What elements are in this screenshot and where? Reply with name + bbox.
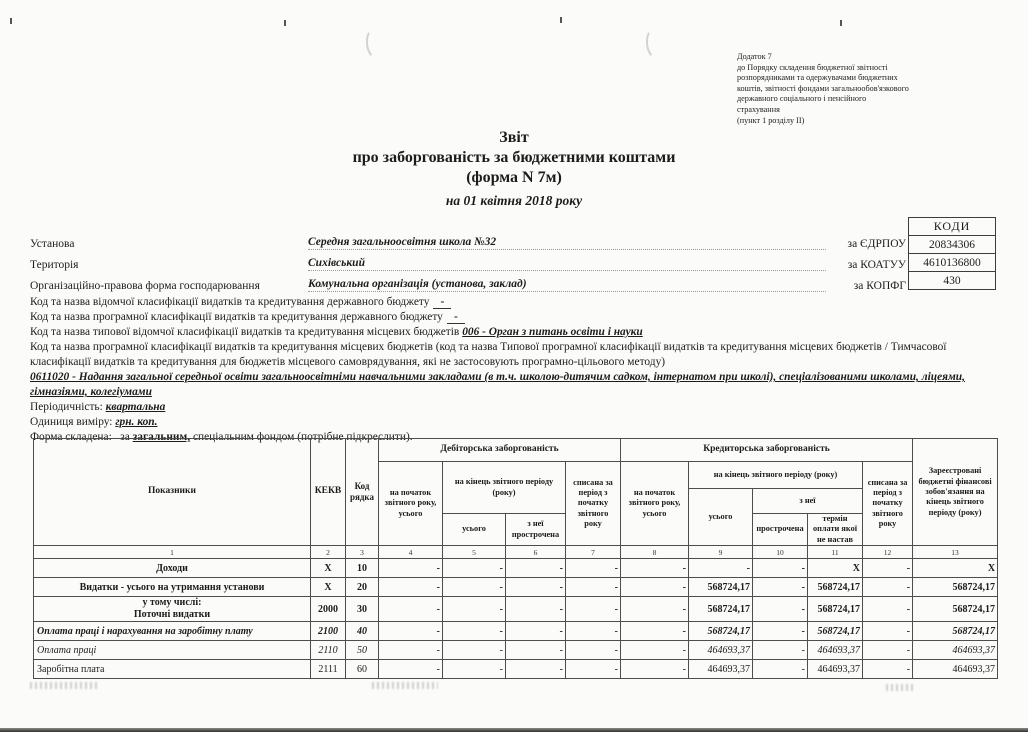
row-value-cell: - xyxy=(621,559,689,578)
classif-line-4: Код та назва програмної класифікації видатків та кредитування місцевих бюджетів (код та назва Типової програмної класифікації видатків та кредитування місцевих бюджетів / Тимчасової класифікації видатків та кредитування для бюджетів місцевого самоврядування, які не застосовують програмно-цільового методу) xyxy=(30,341,947,368)
classification-block xyxy=(30,295,1003,445)
row-value-cell: - xyxy=(506,622,566,641)
ustanova-value-line xyxy=(308,236,826,250)
appendix-line: розпорядниками та одержувачами бюджетних xyxy=(737,73,898,83)
th-debit-written-off: списана за період з початку звітного року xyxy=(566,462,621,546)
row-value-cell: - xyxy=(621,660,689,679)
scan-artifact xyxy=(560,17,562,23)
appendix-line: до Порядку складення бюджетної звітності xyxy=(737,62,888,72)
row-value-cell: 568724,17 xyxy=(808,622,863,641)
th-kekv: КЕКВ xyxy=(311,439,346,546)
row-value-cell: - xyxy=(506,578,566,597)
report-title-block xyxy=(0,128,1028,209)
row-value-cell: - xyxy=(863,578,913,597)
classif-line-1 xyxy=(30,295,1003,310)
classif-line-2 xyxy=(30,310,1003,325)
program-code-value: 0611020 - Надання загальної середньої освіти загальноосвітніми навчальними закладами (в т.ч. школою-дитячим садком, інтернатом при школі), спеціалізованими школами, ліцеями, гімназіями, колегіумами xyxy=(30,371,965,398)
row-value-cell: - xyxy=(566,597,621,622)
appendix-line: Додаток 7 xyxy=(737,52,772,61)
row-value-cell: 464693,37 xyxy=(808,641,863,660)
th-credit-group: Кредиторська заборгованість xyxy=(621,439,913,462)
classif-line-4-value xyxy=(30,370,1003,400)
column-number: 3 xyxy=(346,546,379,559)
row-value-cell: - xyxy=(566,641,621,660)
row-kekv: 2110 xyxy=(311,641,346,660)
info-row-ustanova xyxy=(30,232,906,250)
column-number: 12 xyxy=(863,546,913,559)
row-value-cell: - xyxy=(566,622,621,641)
row-code: 50 xyxy=(346,641,379,660)
column-number: 1 xyxy=(34,546,311,559)
row-value-cell: 568724,17 xyxy=(913,597,998,622)
row-value-cell: 568724,17 xyxy=(689,578,753,597)
th-credit-of-it: з неї xyxy=(753,489,863,514)
column-number: 4 xyxy=(379,546,443,559)
row-value-cell: 568724,17 xyxy=(913,578,998,597)
row-value-cell: - xyxy=(621,641,689,660)
info-row-terytoria xyxy=(30,253,906,271)
ustanova-label: Установа xyxy=(30,238,75,250)
row-value-cell: - xyxy=(753,641,808,660)
row-code: 60 xyxy=(346,660,379,679)
th-debit-overdue: з неї прострочена xyxy=(506,514,566,546)
row-value-cell: 568724,17 xyxy=(913,622,998,641)
row-value-cell: - xyxy=(863,622,913,641)
row-value-cell: 568724,17 xyxy=(808,578,863,597)
th-credit-on-end: на кінець звітного періоду (року) xyxy=(689,462,863,489)
row-value-cell: 568724,17 xyxy=(808,597,863,622)
row-value-cell: - xyxy=(443,559,506,578)
th-credit-total: усього xyxy=(689,489,753,546)
row-value-cell: - xyxy=(566,660,621,679)
row-kekv: 2000 xyxy=(311,597,346,622)
column-number: 2 xyxy=(311,546,346,559)
row-value-cell: - xyxy=(443,622,506,641)
report-title: Звіт xyxy=(499,129,529,146)
column-number: 11 xyxy=(808,546,863,559)
row-indicator-name: Заробітна плата xyxy=(34,660,311,679)
row-value-cell: - xyxy=(506,641,566,660)
orgform-label: Організаційно-правова форма господарювання xyxy=(30,280,260,292)
periodicity-value: квартальна xyxy=(105,401,166,413)
table-row xyxy=(34,578,998,597)
th-pokaznyky: Показники xyxy=(34,439,311,546)
row-value-cell: - xyxy=(443,597,506,622)
row-value-cell: 464693,37 xyxy=(808,660,863,679)
appendix-note xyxy=(737,52,1005,126)
row-value-cell: 568724,17 xyxy=(689,597,753,622)
th-registered: Зареєстровані бюджетні фінансові зобов'язання на кінець звітного періоду (року) xyxy=(913,439,998,546)
row-value-cell: 464693,37 xyxy=(913,660,998,679)
edrpou-label: за ЄДРПОУ xyxy=(847,238,906,250)
column-number: 13 xyxy=(913,546,998,559)
row-value-cell: - xyxy=(689,559,753,578)
row-value-cell: - xyxy=(506,660,566,679)
column-number: 8 xyxy=(621,546,689,559)
classif-line-3-value: 006 - Орган з питань освіти і науки xyxy=(462,326,643,338)
row-value-cell: 464693,37 xyxy=(913,641,998,660)
th-debit-on-end: на кінець звітного періоду (року) xyxy=(443,462,566,514)
row-value-cell: - xyxy=(443,641,506,660)
scan-edge-shadow xyxy=(0,728,1028,732)
table-row xyxy=(34,641,998,660)
row-value-cell: - xyxy=(753,578,808,597)
row-value-cell: X xyxy=(913,559,998,578)
appendix-line: страхування xyxy=(737,104,780,114)
orgform-value-line xyxy=(308,278,826,292)
row-value-cell: - xyxy=(379,641,443,660)
row-code: 10 xyxy=(346,559,379,578)
form-prefix: за xyxy=(120,431,130,443)
scan-artifact xyxy=(840,20,842,26)
info-row-orgform xyxy=(30,274,906,292)
row-code: 40 xyxy=(346,622,379,641)
row-value-cell: - xyxy=(863,597,913,622)
scan-artifact xyxy=(372,682,438,689)
row-value-cell: - xyxy=(379,660,443,679)
row-indicator-name: у тому числі: Поточні видатки xyxy=(34,597,311,622)
row-value-cell: - xyxy=(506,559,566,578)
row-value-cell: 568724,17 xyxy=(689,622,753,641)
row-value-cell: - xyxy=(506,597,566,622)
periodicity-line xyxy=(30,400,1003,415)
row-indicator-name: Доходи xyxy=(34,559,311,578)
periodicity-label: Періодичність: xyxy=(30,401,103,413)
terytoria-label: Територія xyxy=(30,259,79,271)
row-value-cell: - xyxy=(753,622,808,641)
form-label: Форма складена: xyxy=(30,431,112,443)
column-number: 9 xyxy=(689,546,753,559)
codes-box xyxy=(908,217,996,290)
form-number: (форма N 7м) xyxy=(466,169,562,186)
row-value-cell: - xyxy=(443,660,506,679)
scan-artifact xyxy=(284,20,286,26)
codes-header: КОДИ xyxy=(909,218,996,236)
row-value-cell: - xyxy=(753,660,808,679)
kopfg-label: за КОПФГ xyxy=(853,280,906,292)
row-value-cell: - xyxy=(753,597,808,622)
th-debit-on-start: на початок звітного року, усього xyxy=(379,462,443,546)
koatuu-code: 4610136800 xyxy=(909,254,996,272)
row-code: 20 xyxy=(346,578,379,597)
row-value-cell: - xyxy=(621,622,689,641)
orgform-value: Комунальна організація (установа, заклад) xyxy=(308,278,527,290)
row-value-cell: - xyxy=(379,597,443,622)
row-value-cell: - xyxy=(566,559,621,578)
form-underlined-value: загальним, xyxy=(132,431,191,443)
classif-line-2-text: Код та назва програмної класифікації видатків та кредитування державного бюджету xyxy=(30,311,443,323)
column-number: 10 xyxy=(753,546,808,559)
classif-line-2-value: - xyxy=(447,312,465,324)
row-kekv: 2100 xyxy=(311,622,346,641)
scan-artifact xyxy=(30,682,98,689)
row-kekv: X xyxy=(311,559,346,578)
classif-line-1-value: - xyxy=(433,297,451,309)
row-value-cell: - xyxy=(621,597,689,622)
th-credit-overdue: прострочена xyxy=(753,514,808,546)
unit-value: грн. коп. xyxy=(115,416,158,428)
row-kekv: X xyxy=(311,578,346,597)
table-row xyxy=(34,597,998,622)
row-value-cell: 464693,37 xyxy=(689,641,753,660)
row-value-cell: - xyxy=(443,578,506,597)
kopfg-code: 430 xyxy=(909,272,996,290)
appendix-line: (пункт 1 розділу ІІ) xyxy=(737,115,805,125)
scan-artifact xyxy=(886,684,916,691)
row-value-cell: - xyxy=(753,559,808,578)
table-row xyxy=(34,559,998,578)
row-value-cell: - xyxy=(863,641,913,660)
table-row xyxy=(34,660,998,679)
row-value-cell: 464693,37 xyxy=(689,660,753,679)
terytoria-value: Сихівський xyxy=(308,257,365,269)
ustanova-value: Середня загальноосвітня школа №32 xyxy=(308,236,497,248)
column-number-row xyxy=(34,546,998,559)
appendix-line: коштів, звітності фондами загальнообов'язкового xyxy=(737,83,909,93)
th-credit-not-due: термін оплати якої не настав xyxy=(808,514,863,546)
classif-line-1-text: Код та назва відомчої класифікації видатків та кредитування державного бюджету xyxy=(30,296,430,308)
row-value-cell: - xyxy=(379,578,443,597)
row-value-cell: - xyxy=(379,622,443,641)
th-debit-group: Дебіторська заборгованість xyxy=(379,439,621,462)
row-value-cell: - xyxy=(863,660,913,679)
column-number: 5 xyxy=(443,546,506,559)
row-code: 30 xyxy=(346,597,379,622)
classif-line-3 xyxy=(30,325,1003,340)
row-indicator-name: Видатки - усього на утримання установи xyxy=(34,578,311,597)
row-value-cell: - xyxy=(863,559,913,578)
edrpou-code: 20834306 xyxy=(909,236,996,254)
row-indicator-name: Оплата праці xyxy=(34,641,311,660)
row-kekv: 2111 xyxy=(311,660,346,679)
row-value-cell: - xyxy=(621,578,689,597)
report-date: на 01 квітня 2018 року xyxy=(445,193,583,208)
form-suffix: спеціальним фондом (потрібне підкреслити). xyxy=(192,431,413,443)
th-debit-total: усього xyxy=(443,514,506,546)
row-value-cell: X xyxy=(808,559,863,578)
unit-label: Одиниця виміру: xyxy=(30,416,113,428)
row-value-cell: - xyxy=(379,559,443,578)
scan-artifact xyxy=(364,27,386,60)
th-credit-written-off: списана за період з початку звітного року xyxy=(863,462,913,546)
scan-artifact xyxy=(10,18,12,24)
appendix-line: державного соціального і пенсійного xyxy=(737,94,867,104)
classif-line-3-text: Код та назва типової відомчої класифікації видатків та кредитування місцевих бюджетів xyxy=(30,326,460,338)
row-value-cell: - xyxy=(566,578,621,597)
th-credit-on-start: на початок звітного року, усього xyxy=(621,462,689,546)
debt-table xyxy=(33,438,998,679)
terytoria-value-line xyxy=(308,257,826,271)
scan-artifact xyxy=(644,27,666,60)
report-subtitle: про заборгованість за бюджетними коштами xyxy=(352,149,676,166)
column-number: 7 xyxy=(566,546,621,559)
unit-line xyxy=(30,415,1003,430)
column-number: 6 xyxy=(506,546,566,559)
koatuu-label: за КОАТУУ xyxy=(847,259,906,271)
row-indicator-name: Оплата праці і нарахування на заробітну плату xyxy=(34,622,311,641)
th-kod-riadka: Код рядка xyxy=(346,439,379,546)
table-row xyxy=(34,622,998,641)
